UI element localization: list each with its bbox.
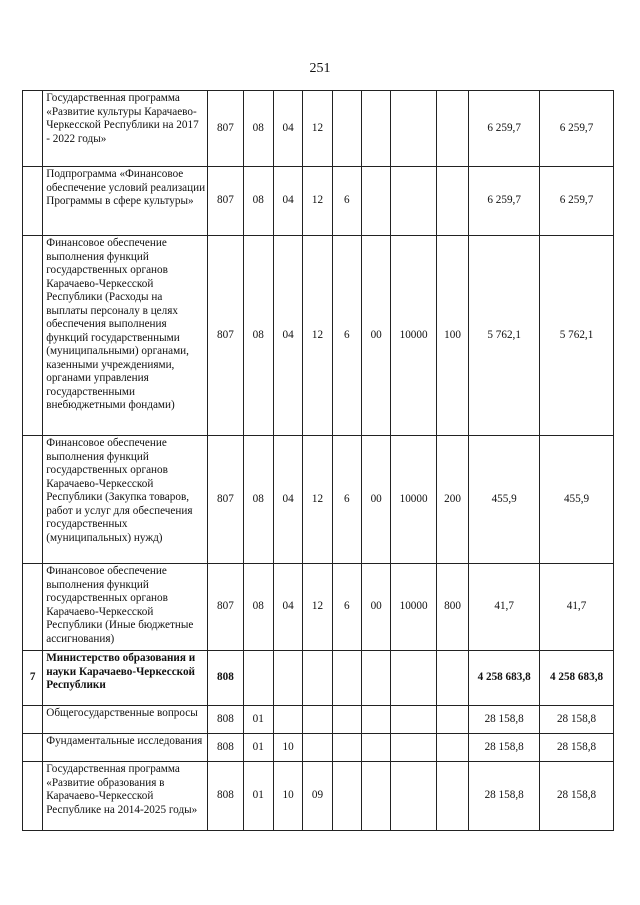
code-program (303, 706, 332, 734)
row-name: Государственная программа «Развитие образования в Карачаево-Черкесской Республике на 2014-2025 годы» (43, 762, 208, 831)
code-ministry: 807 (208, 91, 243, 167)
code-event: 00 (361, 236, 390, 436)
code-subsection (273, 706, 302, 734)
amount-year-1: 4 258 683,8 (469, 651, 540, 706)
amount-year-1: 28 158,8 (469, 734, 540, 762)
code-section: 08 (243, 564, 273, 651)
table-row (23, 91, 614, 167)
table-row (23, 167, 614, 236)
code-ministry: 808 (208, 651, 243, 706)
table-row (23, 651, 614, 706)
code-subsection: 10 (273, 762, 302, 831)
code-subsection: 04 (273, 436, 302, 564)
code-event: 00 (361, 436, 390, 564)
amount-year-2: 6 259,7 (540, 167, 614, 236)
code-subprogram: 6 (332, 167, 361, 236)
code-ministry: 807 (208, 436, 243, 564)
code-ministry: 808 (208, 734, 243, 762)
amount-year-1: 6 259,7 (469, 167, 540, 236)
code-subprogram (332, 706, 361, 734)
row-name: Государственная программа «Развитие культуры Карачаево-Черкесской Республики на 2017 - 2022 годы» (43, 91, 208, 167)
code-program (303, 734, 332, 762)
code-event (361, 167, 390, 236)
row-number (23, 564, 43, 651)
row-name: Общегосударственные вопросы (43, 706, 208, 734)
row-number (23, 762, 43, 831)
code-expense-type (436, 734, 468, 762)
code-section: 01 (243, 734, 273, 762)
table-row (23, 734, 614, 762)
table-row (23, 706, 614, 734)
amount-year-1: 455,9 (469, 436, 540, 564)
code-expense-type: 200 (436, 436, 468, 564)
code-direction: 10000 (391, 564, 437, 651)
table-row (23, 236, 614, 436)
row-number: 7 (23, 651, 43, 706)
page-number: 251 (309, 61, 331, 76)
code-program: 12 (303, 236, 332, 436)
amount-year-2: 41,7 (540, 564, 614, 651)
code-ministry: 807 (208, 564, 243, 651)
code-subsection: 04 (273, 167, 302, 236)
code-event: 00 (361, 564, 390, 651)
code-ministry: 808 (208, 762, 243, 831)
code-section: 01 (243, 706, 273, 734)
table-row (23, 564, 614, 651)
code-section: 08 (243, 236, 273, 436)
code-section: 08 (243, 436, 273, 564)
code-subsection: 04 (273, 236, 302, 436)
code-subsection: 04 (273, 91, 302, 167)
code-subsection: 04 (273, 564, 302, 651)
code-event (361, 651, 390, 706)
code-event (361, 762, 390, 831)
code-section (243, 651, 273, 706)
row-number (23, 167, 43, 236)
amount-year-1: 41,7 (469, 564, 540, 651)
code-ministry: 807 (208, 236, 243, 436)
code-subprogram: 6 (332, 436, 361, 564)
row-name: Финансовое обеспечение выполнения функций государственных органов Карачаево-Черкесской Республики (Закупка товаров, работ и услуг для обеспечения государственных (муниципальных) нужд) (43, 436, 208, 564)
amount-year-1: 6 259,7 (469, 91, 540, 167)
code-subprogram: 6 (332, 236, 361, 436)
code-expense-type (436, 762, 468, 831)
row-name: Фундаментальные исследования (43, 734, 208, 762)
amount-year-1: 5 762,1 (469, 236, 540, 436)
code-expense-type (436, 706, 468, 734)
code-section: 01 (243, 762, 273, 831)
row-name: Подпрограмма «Финансовое обеспечение условий реализации Программы в сфере культуры» (43, 167, 208, 236)
code-subsection: 10 (273, 734, 302, 762)
code-event (361, 706, 390, 734)
row-number (23, 734, 43, 762)
code-program: 12 (303, 167, 332, 236)
row-name: Финансовое обеспечение выполнения функций государственных органов Карачаево-Черкесской Республики (Иные бюджетные ассигнования) (43, 564, 208, 651)
amount-year-2: 28 158,8 (540, 734, 614, 762)
amount-year-1: 28 158,8 (469, 706, 540, 734)
code-expense-type (436, 167, 468, 236)
code-subprogram: 6 (332, 564, 361, 651)
table-row (23, 436, 614, 564)
code-section: 08 (243, 167, 273, 236)
row-number (23, 436, 43, 564)
code-subprogram (332, 91, 361, 167)
code-program: 12 (303, 436, 332, 564)
code-direction: 10000 (391, 436, 437, 564)
code-program: 12 (303, 91, 332, 167)
amount-year-2: 6 259,7 (540, 91, 614, 167)
code-expense-type: 800 (436, 564, 468, 651)
table-row (23, 762, 614, 831)
code-ministry: 808 (208, 706, 243, 734)
amount-year-2: 5 762,1 (540, 236, 614, 436)
code-direction (391, 706, 437, 734)
code-expense-type (436, 91, 468, 167)
amount-year-2: 28 158,8 (540, 762, 614, 831)
code-subprogram (332, 651, 361, 706)
amount-year-2: 455,9 (540, 436, 614, 564)
code-direction (391, 91, 437, 167)
row-name: Финансовое обеспечение выполнения функций государственных органов Карачаево-Черкесской Республики (Расходы на выплаты персоналу в целях обеспечения выполнения функций государственными (муниципальными) органами, казенными учреждениями, органами управления государственными внебюджетными фондами) (43, 236, 208, 436)
row-number (23, 91, 43, 167)
code-subprogram (332, 734, 361, 762)
amount-year-1: 28 158,8 (469, 762, 540, 831)
code-direction: 10000 (391, 236, 437, 436)
code-subprogram (332, 762, 361, 831)
code-expense-type (436, 651, 468, 706)
row-name: Министерство образования и науки Карачаево-Черкесской Республики (43, 651, 208, 706)
budget-table (22, 90, 614, 831)
code-program: 09 (303, 762, 332, 831)
code-program (303, 651, 332, 706)
code-direction (391, 651, 437, 706)
code-expense-type: 100 (436, 236, 468, 436)
code-subsection (273, 651, 302, 706)
code-event (361, 91, 390, 167)
row-number (23, 236, 43, 436)
amount-year-2: 4 258 683,8 (540, 651, 614, 706)
code-ministry: 807 (208, 167, 243, 236)
row-number (23, 706, 43, 734)
code-direction (391, 734, 437, 762)
code-direction (391, 167, 437, 236)
amount-year-2: 28 158,8 (540, 706, 614, 734)
code-section: 08 (243, 91, 273, 167)
code-event (361, 734, 390, 762)
code-program: 12 (303, 564, 332, 651)
code-direction (391, 762, 437, 831)
